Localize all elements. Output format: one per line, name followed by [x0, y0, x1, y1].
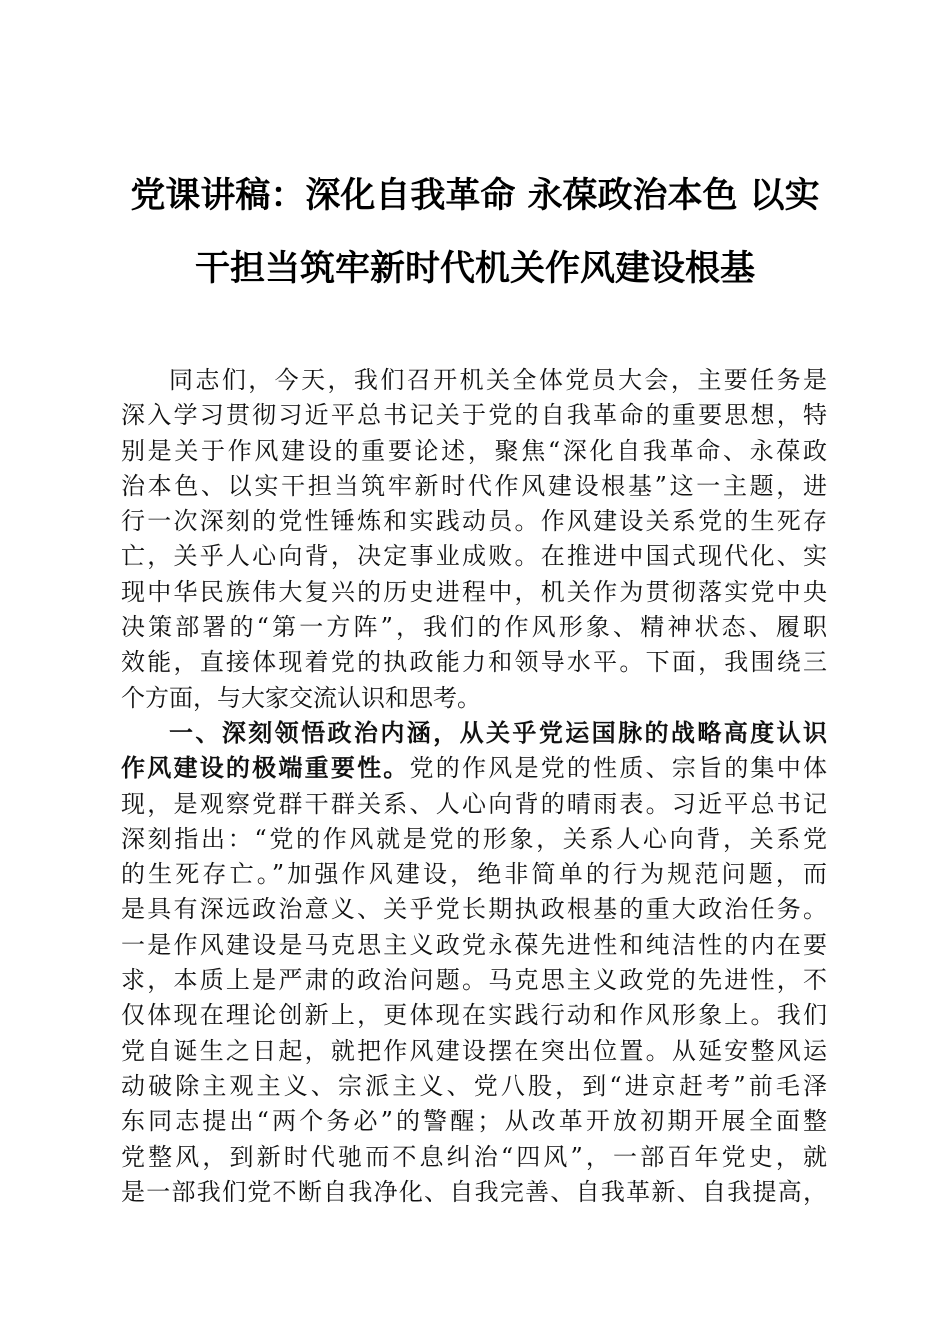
section-heading-line-2 [121, 751, 827, 786]
paragraph-2-line: 的生死存亡。”加强作风建设，绝非简单的行为规范问题，而 [121, 860, 827, 889]
paragraph-2-line: 是一部我们党不断自我净化、自我完善、自我革新、自我提高， [121, 1177, 827, 1206]
paragraph-1-line: 行一次深刻的党性锤炼和实践动员。作风建设关系党的生死存 [121, 507, 827, 536]
section-heading-line-1: 一、深刻领悟政治内涵，从关乎党运国脉的战略高度认识 [169, 718, 827, 747]
section-heading-bold: 作风建设的极端重要性。 [121, 754, 410, 783]
paragraph-2-line: 一是作风建设是马克思主义政党永葆先进性和纯洁性的内在要 [121, 930, 827, 959]
paragraph-1-line: 现中华民族伟大复兴的历史进程中，机关作为贯彻落实党中央 [121, 577, 827, 606]
paragraph-1-line: 同志们，今天，我们召开机关全体党员大会，主要任务是 [169, 366, 827, 394]
paragraph-1-line: 深入学习贯彻习近平总书记关于党的自我革命的重要思想，特 [121, 401, 827, 430]
paragraph-2-line: 是具有深远政治意义、关乎党长期执政根基的重大政治任务。 [121, 895, 827, 924]
document-title-line-1: 党课讲稿：深化自我革命 永葆政治本色 以实 [130, 176, 820, 216]
paragraph-1-line: 别是关于作风建设的重要论述，聚焦“深化自我革命、永葆政 [121, 436, 827, 465]
paragraph-1-line: 治本色、以实干担当筑牢新时代作风建设根基”这一主题，进 [121, 471, 827, 500]
paragraph-1-line: 个方面，与大家交流认识和思考。 [121, 683, 481, 712]
paragraph-2-line: 党自诞生之日起，就把作风建设摆在突出位置。从延安整风运 [121, 1036, 827, 1065]
paragraph-1-line: 效能，直接体现着党的执政能力和领导水平。下面，我围绕三 [121, 648, 827, 677]
paragraph-2-line: 深刻指出：“党的作风就是党的形象，关系人心向背，关系党 [121, 824, 827, 853]
paragraph-2-line: 东同志提出“两个务必”的警醒；从改革开放初期开展全面整 [121, 1107, 827, 1136]
paragraph-2-line: 仅体现在理论创新上，更体现在实践行动和作风形象上。我们 [121, 1001, 827, 1030]
paragraph-2-line: 党整风，到新时代驰而不息纠治“四风”，一部百年党史，就 [121, 1142, 827, 1171]
paragraph-1-line: 决策部署的“第一方阵”，我们的作风形象、精神状态、履职 [121, 613, 827, 642]
paragraph-2-text: 党的作风是党的性质、宗旨的集中体 [409, 754, 827, 783]
paragraph-2-line: 动破除主观主义、宗派主义、党八股，到“进京赶考”前毛泽 [121, 1071, 827, 1100]
paragraph-1-line: 亡，关乎人心向背，决定事业成败。在推进中国式现代化、实 [121, 542, 827, 571]
paragraph-2-line: 求，本质上是严肃的政治问题。马克思主义政党的先进性，不 [121, 966, 827, 995]
document-title-line-2: 干担当筑牢新时代机关作风建设根基 [194, 249, 755, 289]
document-body [121, 363, 827, 1210]
paragraph-2-line: 现，是观察党群干群关系、人心向背的晴雨表。习近平总书记 [121, 789, 827, 818]
